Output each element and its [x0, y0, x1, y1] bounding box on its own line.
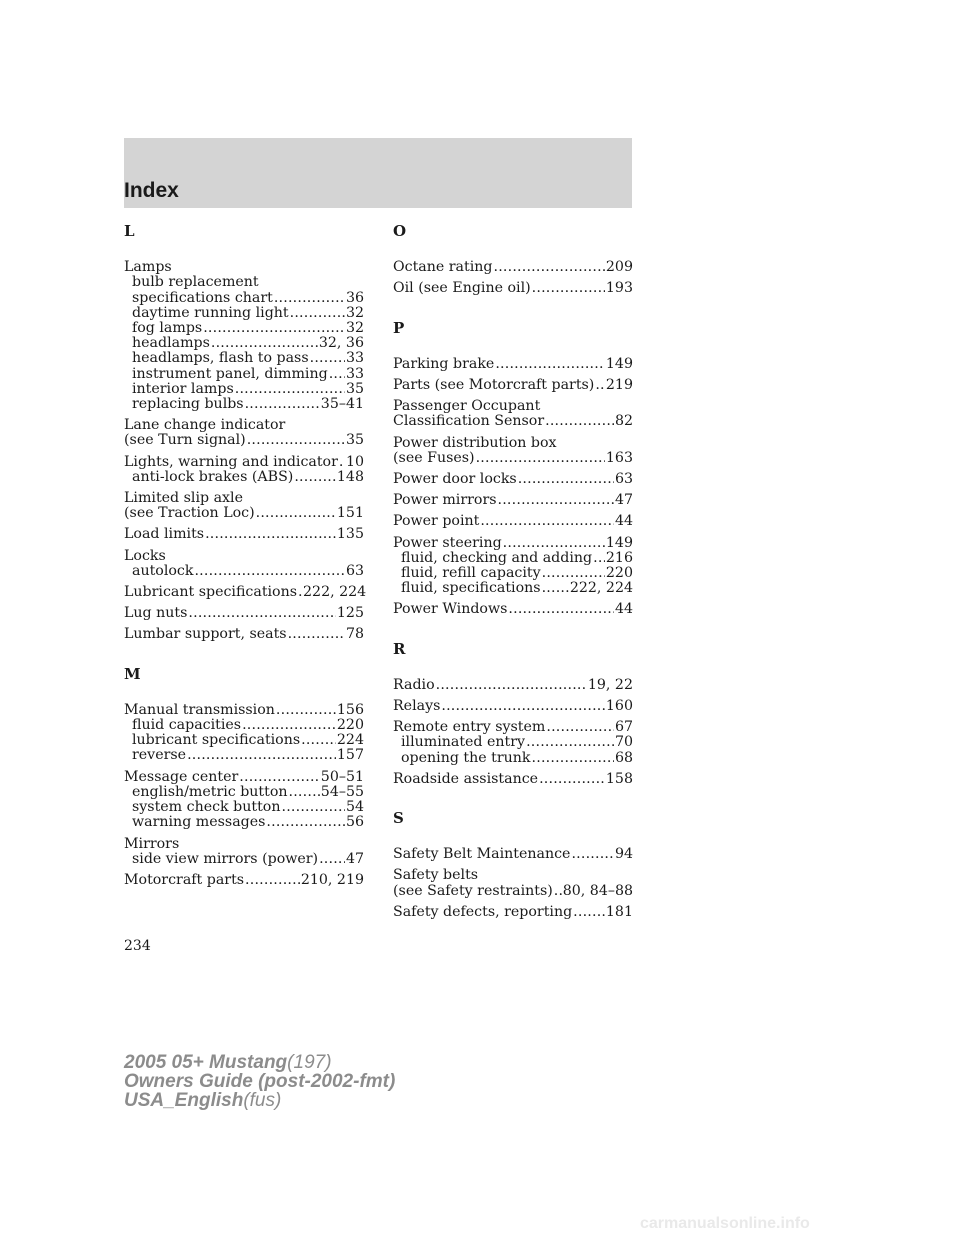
index-entry [124, 549, 364, 579]
index-entry [393, 720, 633, 766]
index-page-ref: 220 [336, 717, 364, 734]
index-line [124, 506, 364, 521]
index-term: Power mirrors [393, 492, 497, 509]
index-term: fluid, specifications [401, 580, 541, 597]
index-subentry [124, 815, 364, 830]
footer-line: Owners Guide (post-2002-fmt) [124, 1071, 396, 1092]
index-term: Power steering [393, 534, 502, 551]
dot-leader [211, 336, 318, 351]
index-entry [124, 260, 364, 412]
index-entry [393, 847, 633, 862]
section-letter: R [393, 639, 406, 658]
dot-leader [595, 378, 605, 393]
index-page-ref: 158 [605, 770, 633, 787]
index-entry [393, 868, 633, 898]
index-page-ref: 156 [336, 701, 364, 718]
index-subentry [124, 291, 364, 306]
index-term: headlamps, flash to pass [132, 350, 309, 367]
index-page-ref: 135 [336, 526, 364, 543]
index-term: bulb replacement [132, 274, 259, 291]
index-term: Relays [393, 698, 441, 715]
index-page-ref: 35–41 [320, 396, 364, 413]
index-term: Mirrors [124, 835, 180, 852]
dot-leader [289, 785, 320, 800]
index-term: Lamps [124, 259, 172, 276]
dot-leader [546, 720, 614, 735]
index-entry [124, 418, 364, 448]
dot-leader [256, 506, 336, 521]
index-term: Message center [124, 768, 239, 785]
watermark-text: carmanualsonline.info [640, 1215, 810, 1232]
dot-leader [436, 678, 587, 693]
dot-leader [288, 627, 345, 642]
index-page-ref: 19, 22 [587, 676, 633, 693]
index-line [124, 549, 364, 564]
dot-leader [276, 703, 336, 718]
index-subentry [124, 397, 364, 412]
index-term: (see Fuses) [393, 449, 475, 466]
index-term: Parts (see Motorcraft parts) [393, 377, 595, 394]
index-page-ref: 63 [614, 471, 633, 488]
index-line [393, 451, 633, 466]
index-subentry [124, 351, 364, 366]
index-term: specifications chart [132, 289, 273, 306]
index-entry [124, 455, 364, 485]
index-term: Lubricant specifications [124, 584, 298, 601]
dot-leader [319, 852, 345, 867]
dot-leader [290, 306, 345, 321]
index-line [393, 699, 633, 714]
index-column-right [393, 220, 633, 926]
dot-leader [503, 536, 605, 551]
index-term: Load limits [124, 526, 205, 543]
index-line [393, 357, 633, 372]
dot-leader [274, 291, 345, 306]
index-subentry [124, 852, 364, 867]
footer-line: USA_English(fus) [124, 1090, 282, 1111]
index-page-ref: 82 [614, 413, 633, 430]
index-entry [124, 703, 364, 764]
index-page-ref: 149 [605, 355, 633, 372]
dot-leader [339, 455, 345, 470]
index-entry [124, 491, 364, 521]
index-page-ref: 222, 224 [569, 580, 633, 597]
index-term: Manual transmission [124, 701, 275, 718]
dot-leader [203, 321, 345, 336]
index-term: opening the trunk [401, 749, 531, 766]
dot-leader [245, 397, 320, 412]
index-page-ref: 220 [605, 565, 633, 582]
index-subentry [393, 581, 633, 596]
dot-leader [542, 566, 605, 581]
dot-leader [571, 847, 613, 862]
section-letter: S [393, 809, 404, 828]
index-page-ref: 224 [336, 732, 364, 749]
index-page-ref: 209 [605, 259, 633, 276]
index-entry [124, 606, 364, 621]
dot-leader [480, 514, 614, 529]
index-term: Locks [124, 547, 166, 564]
index-entry [393, 260, 633, 275]
index-entry [393, 905, 633, 920]
index-term: instrument panel, dimming [132, 365, 328, 382]
index-page-ref: 94 [614, 846, 633, 863]
index-line [124, 433, 364, 448]
index-page-ref: 47 [345, 850, 364, 867]
index-entry [393, 493, 633, 508]
index-term: Classification Sensor [393, 413, 545, 430]
index-page-ref: 68 [614, 749, 633, 766]
index-line [393, 847, 633, 862]
index-page-ref: 47 [614, 492, 633, 509]
index-page-ref: 78 [345, 626, 364, 643]
footer-line: 2005 05+ Mustang(197) [124, 1052, 332, 1073]
index-line [393, 493, 633, 508]
index-line [393, 602, 633, 617]
index-term: Passenger Occupant [393, 398, 541, 415]
dot-leader [441, 699, 605, 714]
index-term: Lug nuts [124, 605, 188, 622]
index-subentry [124, 275, 364, 290]
dot-leader [545, 414, 614, 429]
dot-leader [495, 357, 605, 372]
index-line [393, 720, 633, 735]
index-line [393, 678, 633, 693]
index-line [393, 905, 633, 920]
index-line [124, 873, 364, 888]
index-entry [393, 436, 633, 466]
index-term: Safety defects, reporting [393, 903, 573, 920]
index-term: (see Turn signal) [124, 432, 246, 449]
index-page-ref: 44 [614, 601, 633, 618]
index-subentry [124, 564, 364, 579]
index-term: interior lamps [132, 380, 234, 397]
dot-leader [194, 564, 344, 579]
index-entry [393, 357, 633, 372]
index-term: illuminated entry [401, 734, 526, 751]
index-page-ref: 80, 84–88 [562, 882, 633, 899]
dot-leader [542, 581, 569, 596]
index-term: headlamps [132, 335, 210, 352]
index-entry [124, 770, 364, 831]
index-entry [393, 536, 633, 597]
index-page-ref: 32, 36 [318, 335, 364, 352]
dot-leader [310, 351, 345, 366]
index-page-ref: 54 [345, 799, 364, 816]
index-subentry [124, 321, 364, 336]
dot-leader [245, 873, 300, 888]
index-line [393, 772, 633, 787]
index-subentry [124, 306, 364, 321]
index-term: fluid, checking and adding [401, 549, 593, 566]
header-band [124, 138, 632, 208]
footer-imprint [124, 1053, 395, 1110]
dot-leader [329, 367, 345, 382]
dot-leader [188, 606, 335, 621]
index-subentry [393, 735, 633, 750]
dot-leader [298, 585, 302, 600]
index-line [393, 281, 633, 296]
index-term: anti-lock brakes (ABS) [132, 468, 294, 485]
index-term: warning messages [132, 814, 266, 831]
index-term: Power distribution box [393, 434, 557, 451]
index-page-ref: 149 [605, 534, 633, 551]
index-line [393, 260, 633, 275]
index-term: fluid capacities [132, 717, 242, 734]
index-subentry [124, 718, 364, 733]
index-line [124, 584, 367, 601]
index-term: side view mirrors (power) [132, 850, 319, 867]
index-entry [393, 378, 633, 393]
index-term: Remote entry system [393, 719, 546, 736]
index-entry [393, 772, 633, 787]
dot-leader [266, 815, 345, 830]
dot-leader [498, 493, 614, 508]
index-entry [393, 399, 633, 429]
index-line [124, 418, 364, 433]
index-line [393, 514, 633, 529]
index-term: autolock [132, 562, 194, 579]
index-term: Oil (see Engine oil) [393, 280, 531, 297]
index-subentry [393, 751, 633, 766]
index-term: replacing bulbs [132, 396, 244, 413]
index-term: (see Safety restraints) [393, 882, 553, 899]
index-term: english/metric button [132, 783, 288, 800]
dot-leader [554, 884, 562, 899]
index-page-ref: 35 [345, 432, 364, 449]
index-page-ref: 125 [336, 605, 364, 622]
index-line [393, 472, 633, 487]
index-term: Power door locks [393, 471, 517, 488]
index-line [124, 606, 364, 621]
index-term: Octane rating [393, 259, 493, 276]
dot-leader [281, 800, 344, 815]
index-term: Safety Belt Maintenance [393, 846, 571, 863]
dot-leader [301, 733, 336, 748]
dot-leader [294, 470, 336, 485]
index-term: Lane change indicator [124, 417, 286, 434]
dot-leader [532, 281, 605, 296]
dot-leader [539, 772, 605, 787]
index-entry [124, 873, 364, 888]
index-subentry [124, 748, 364, 763]
index-page-ref: 44 [614, 513, 633, 530]
index-page-ref: 148 [336, 468, 364, 485]
index-term: Lights, warning and indicator [124, 453, 338, 470]
index-line [124, 837, 364, 852]
index-subentry [124, 382, 364, 397]
index-line [124, 703, 364, 718]
dot-leader [526, 735, 614, 750]
index-page-ref: 181 [605, 903, 633, 920]
dot-leader [205, 527, 336, 542]
index-subentry [124, 733, 364, 748]
index-column-left [124, 220, 367, 894]
index-line [393, 884, 633, 899]
dot-leader [187, 748, 336, 763]
index-line [124, 527, 364, 542]
index-page-ref: 70 [614, 734, 633, 751]
index-page-ref: 67 [614, 719, 633, 736]
index-page-ref: 32 [345, 304, 364, 321]
index-term: (see Traction Loc) [124, 505, 255, 522]
index-term: Radio [393, 676, 435, 693]
index-entry [393, 602, 633, 617]
index-line [124, 491, 364, 506]
index-page-ref: 56 [345, 814, 364, 831]
index-line [124, 455, 364, 470]
index-entry [124, 627, 364, 642]
dot-leader [242, 718, 336, 733]
index-subentry [124, 800, 364, 815]
index-subentry [393, 566, 633, 581]
index-page-ref: 219 [605, 377, 633, 394]
index-line [124, 770, 364, 785]
index-entry [393, 472, 633, 487]
index-page-ref: 216 [605, 549, 633, 566]
index-term: lubricant specifications [132, 732, 301, 749]
index-line [393, 868, 633, 883]
page-title: Index [124, 179, 179, 202]
dot-leader [239, 770, 320, 785]
dot-leader [532, 751, 614, 766]
section-letter: P [393, 318, 405, 337]
index-line [124, 627, 364, 642]
index-term: Lumbar support, seats [124, 626, 287, 643]
index-line [393, 399, 633, 414]
index-term: Parking brake [393, 355, 495, 372]
index-page-ref: 54–55 [320, 783, 364, 800]
index-term: Limited slip axle [124, 490, 243, 507]
index-page-ref: 33 [345, 365, 364, 382]
index-term: fluid, refill capacity [401, 565, 541, 582]
dot-leader [573, 905, 605, 920]
index-page-ref: 50–51 [320, 768, 364, 785]
index-page-ref: 210, 219 [300, 871, 364, 888]
index-entry [124, 527, 364, 542]
index-entry [393, 281, 633, 296]
index-subentry [124, 470, 364, 485]
index-line [393, 536, 633, 551]
index-term: Power Windows [393, 601, 508, 618]
index-term: Motorcraft parts [124, 871, 245, 888]
index-term: system check button [132, 799, 281, 816]
index-line [124, 260, 364, 275]
section-letter: L [124, 222, 135, 240]
index-page-ref: 63 [345, 562, 364, 579]
page-number: 234 [124, 938, 151, 954]
index-page-ref: 33 [345, 350, 364, 367]
section-letter: M [124, 664, 141, 683]
index-line [393, 436, 633, 451]
index-term: daytime running light [132, 304, 289, 321]
dot-leader [518, 472, 614, 487]
index-page-ref: 222, 224 [303, 584, 367, 601]
index-subentry [124, 367, 364, 382]
index-term: reverse [132, 747, 187, 764]
index-term: fog lamps [132, 320, 203, 337]
index-subentry [124, 785, 364, 800]
index-subentry [393, 551, 633, 566]
index-page-ref: 163 [605, 449, 633, 466]
index-page-ref: 35 [345, 380, 364, 397]
index-term: Power point [393, 513, 480, 530]
index-entry [393, 514, 633, 529]
index-line [393, 378, 633, 393]
index-page-ref: 151 [336, 505, 364, 522]
index-entry [124, 584, 367, 601]
section-letter: O [393, 222, 407, 240]
dot-leader [235, 382, 345, 397]
index-entry [393, 678, 633, 693]
index-page-ref: 10 [345, 453, 364, 470]
index-term: Safety belts [393, 867, 479, 884]
dot-leader [493, 260, 604, 275]
dot-leader [593, 551, 605, 566]
index-page-ref: 157 [336, 747, 364, 764]
dot-leader [508, 602, 614, 617]
index-page-ref: 32 [345, 320, 364, 337]
index-page-ref: 160 [605, 698, 633, 715]
index-entry [393, 699, 633, 714]
index-page-ref: 36 [345, 289, 364, 306]
dot-leader [476, 451, 605, 466]
index-term: Roadside assistance [393, 770, 539, 787]
index-entry [124, 837, 364, 867]
index-page-ref: 193 [605, 280, 633, 297]
index-subentry [124, 336, 364, 351]
dot-leader [247, 433, 345, 448]
index-line [393, 414, 633, 429]
